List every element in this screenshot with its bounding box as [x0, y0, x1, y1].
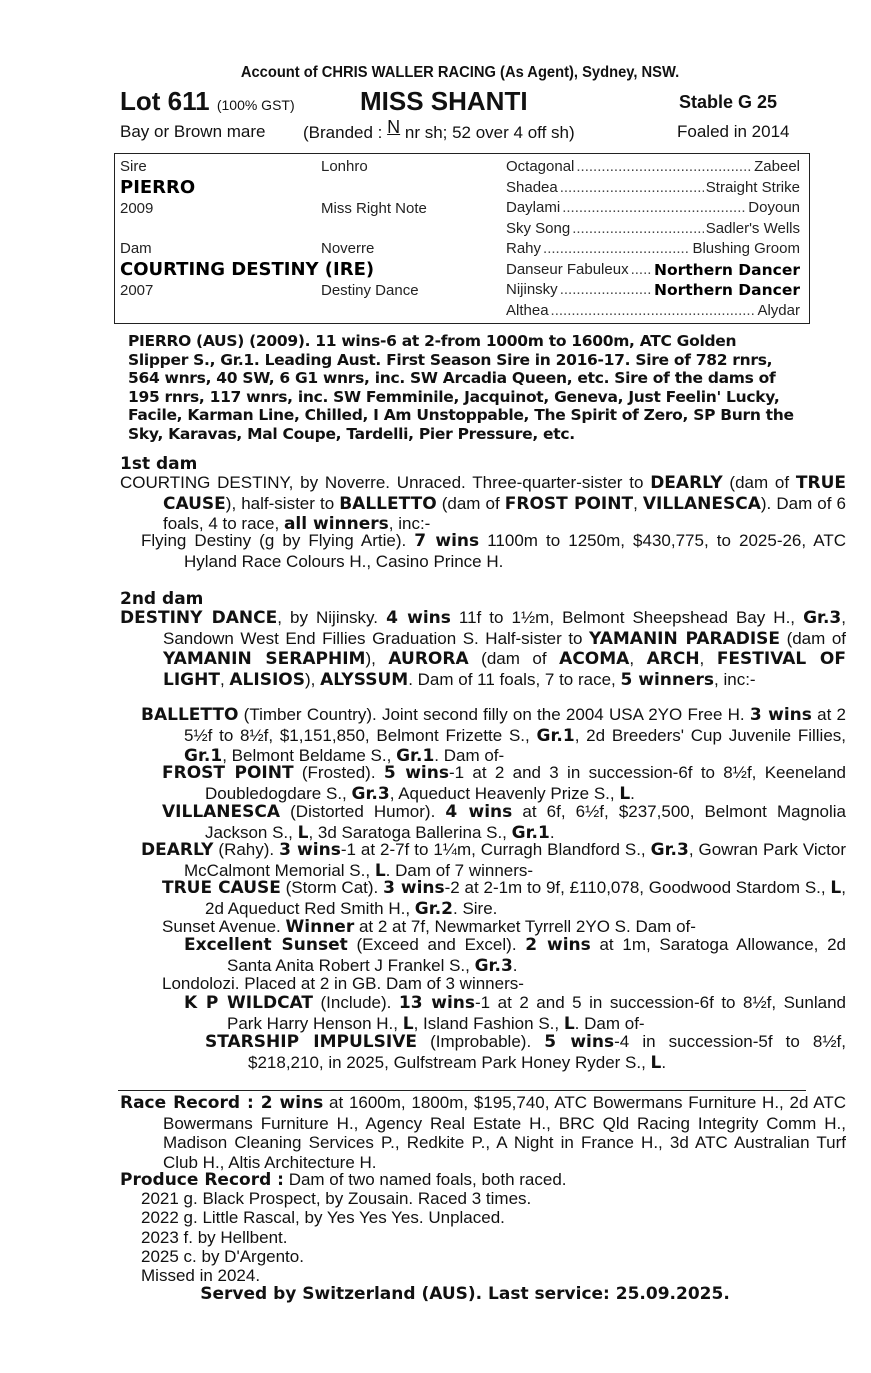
- bold-text: Gr.3: [474, 955, 513, 976]
- bold-text: AURORA: [388, 649, 469, 670]
- bold-text: 4 wins: [445, 802, 513, 822]
- grandparent-row: [506, 261, 800, 279]
- text: , 2d Breeders' Cup Juvenile Fillies,: [574, 725, 847, 745]
- grandparent-row: [506, 199, 800, 216]
- great-grandsire-name: Blushing Groom: [692, 240, 800, 257]
- produce-item: 2022 g. Little Rascal, by Yes Yes Yes. Unplaced.: [141, 1208, 505, 1228]
- account-line: Account of CHRIS WALLER RACING (As Agent), Sydney, NSW.: [240, 64, 680, 81]
- race-record: [120, 1093, 846, 1172]
- text: (Distorted Humor).: [280, 802, 446, 821]
- text: ,: [629, 649, 647, 669]
- first-dam-paragraph: [120, 473, 846, 535]
- dam-dam: Destiny Dance: [321, 282, 419, 299]
- second-dam-entry: [184, 935, 846, 976]
- text: at 2 at 7f, Newmarket Tyrrell 2YO S. Dam of-: [354, 917, 696, 936]
- bold-text: L: [619, 783, 631, 804]
- bold-text: YAMANIN PARADISE: [589, 628, 781, 649]
- bold-text: L: [650, 1052, 662, 1073]
- bold-text: VILLANESCA: [642, 493, 761, 514]
- text: , 3d Saratoga Ballerina S.,: [308, 822, 512, 842]
- second-dam-entry: [162, 878, 846, 919]
- text: (Storm Cat).: [280, 878, 384, 897]
- text: (dam of: [468, 649, 560, 669]
- bold-text: 3 wins: [749, 705, 812, 725]
- sire-dam: Miss Right Note: [321, 200, 427, 217]
- great-grandsire-name: Northern Dancer: [653, 281, 800, 299]
- bold-text: Gr.1: [536, 725, 575, 746]
- text: . Sire.: [453, 898, 498, 918]
- bold-text: Gr.1: [184, 746, 223, 767]
- text: ,: [699, 649, 717, 669]
- bold-text: L: [402, 1013, 414, 1034]
- sire-sire: Lonhro: [321, 158, 368, 175]
- brand-icon: N: [387, 117, 401, 137]
- bold-text: VILLANESCA: [162, 802, 281, 822]
- text: , Sandown West End Fillies Graduation S. Half-sister to: [163, 608, 846, 648]
- text: . Dam of-: [574, 1013, 645, 1033]
- bold-text: ALISIOS: [229, 669, 305, 690]
- text: , Belmont Beldame S.,: [222, 746, 397, 766]
- bold-text: Race Record : 2 wins: [120, 1093, 324, 1113]
- text: at 2 5½f to 8½f, $1,151,850, Belmont Frizette S.,: [184, 705, 846, 745]
- dam-name: COURTING DESTINY (IRE): [120, 259, 375, 280]
- bold-text: DEARLY: [141, 840, 214, 860]
- bold-text: Winner: [285, 917, 355, 937]
- bold-text: L: [830, 878, 842, 898]
- great-grandsire-name: Sadler's Wells: [705, 219, 800, 237]
- grandparent-row: [506, 240, 800, 257]
- bold-text: TRUE CAUSE: [162, 878, 281, 898]
- second-dam-entry: [141, 705, 846, 767]
- bold-text: 13 wins: [398, 993, 475, 1013]
- stable-label: Stable G 25: [679, 92, 778, 112]
- bold-text: L: [374, 860, 386, 881]
- sire-year: 2009: [120, 200, 154, 217]
- sire-summary: PIERRO (AUS) (2009). 11 wins-6 at 2-from 1000m to 1600m, ATC Golden Slipper S., Gr.1. Leading Aust. First Season Sire in 2016-17. Sire of 782 rnrs, 564 wnrs, 40 SW, 6 G1 wnrs, inc. SW Arcadia Queen, etc. Sire of the dams of 195 rnrs, 117 wnrs, inc. SW Femminile, Jacquinot, Geneva, Just Feelin' Lucky, Facile, Karman Line, Chilled, I Am Unstoppable, The Spirit of Zero, SP Burn the Sky, Karavas, Mal Coupe, Tardelli, Pier Pressure, etc.: [128, 332, 794, 443]
- text: , Island Fashion S.,: [413, 1013, 564, 1033]
- text: .: [661, 1052, 667, 1072]
- dot-leader: [572, 220, 703, 237]
- served-by: Served by Switzerland (AUS). Last service: 25.09.2025.: [200, 1284, 730, 1304]
- text: 1100m to 1250m, $430,775, to 2025-26, ATC Hyland Race Colours H., Casino Prince H.: [184, 531, 846, 571]
- bold-text: STARSHIP IMPULSIVE: [205, 1032, 417, 1052]
- grandparent-row: [506, 302, 800, 319]
- first-dam-foal: [141, 531, 846, 571]
- second-dam-entry: [120, 608, 846, 690]
- divider: [118, 1090, 806, 1091]
- text: -1 at 2-7f to 1¼m, Curragh Blandford S.,: [340, 840, 651, 859]
- text: . Dam of 7 winners-: [385, 860, 534, 880]
- text: , Gowran Park Victor McCalmont Memorial S.,: [184, 840, 846, 880]
- second-dam-entry: [162, 974, 846, 994]
- dam-label: Dam: [120, 240, 152, 257]
- grandsire-name: Rahy: [506, 240, 542, 257]
- bold-text: Gr.1: [511, 822, 550, 843]
- bold-text: all winners: [283, 514, 389, 535]
- bold-text: 7 wins: [414, 531, 480, 551]
- dot-leader: [543, 240, 690, 257]
- text: ,: [219, 669, 230, 689]
- brand-prefix: (Branded :: [303, 123, 383, 142]
- text: ),: [304, 669, 321, 689]
- bold-text: Gr.1: [396, 746, 435, 767]
- text: . Dam of-: [434, 746, 505, 766]
- text: ). Dam of 6 foals, 4 to race,: [163, 493, 846, 534]
- bold-text: DEARLY: [650, 473, 723, 493]
- dot-leader: [560, 281, 652, 299]
- bold-text: ARCH: [646, 649, 700, 670]
- text: , 2d Aqueduct Red Smith H.,: [205, 878, 846, 918]
- dot-leader: [631, 261, 652, 279]
- text: ),: [365, 649, 389, 669]
- grandparent-row: [506, 158, 800, 175]
- grandsire-name: Nijinsky: [506, 281, 558, 298]
- produce-item: 2021 g. Black Prospect, by Zousain. Raced 3 times.: [141, 1189, 532, 1208]
- bold-text: ACOMA: [559, 649, 630, 670]
- second-dam-entry: [162, 802, 846, 843]
- text: , inc:-: [388, 514, 431, 534]
- bold-text: BALLETTO: [339, 493, 437, 514]
- text: -4 in succession-5f to 8½f, $218,210, in 2025, Gulfstream Park Honey Ryder S.,: [248, 1032, 846, 1072]
- brand-info: [303, 117, 575, 143]
- bold-text: L: [297, 822, 309, 843]
- text: (Frosted).: [293, 763, 384, 782]
- bold-text: DESTINY DANCE: [120, 608, 278, 628]
- text: .: [512, 955, 518, 975]
- grandsire-name: Shadea: [506, 178, 558, 196]
- gst-label: (100% GST): [216, 97, 295, 113]
- bold-text: 5 wins: [544, 1032, 615, 1052]
- text: -1 at 2 and 3 in succession-6f to 8½f, Keeneland Doubledogdare S.,: [205, 763, 846, 803]
- lot-label: Lot 611: [120, 86, 210, 116]
- text: Sunset Avenue.: [162, 917, 286, 936]
- dot-leader: [576, 158, 752, 175]
- text: ), half-sister to: [225, 493, 340, 513]
- text: -1 at 2 and 5 in succession-6f to 8½f, Sunland Park Harry Henson H.,: [227, 993, 846, 1033]
- text: (Include).: [312, 993, 399, 1012]
- grandsire-name: Althea: [506, 301, 549, 319]
- bold-text: L: [563, 1013, 575, 1034]
- text: 11f to 1½m, Belmont Sheepshead Bay H.,: [450, 608, 804, 627]
- text: (Exceed and Excel).: [347, 935, 526, 954]
- great-grandsire-name: Alydar: [757, 301, 800, 319]
- grandparent-row: [506, 281, 800, 299]
- grandsire-name: Sky Song: [506, 219, 571, 237]
- bold-text: FROST POINT: [504, 493, 634, 514]
- produce-record-label: Produce Record :: [120, 1170, 284, 1190]
- grandparent-row: [506, 220, 800, 237]
- text: (Improbable).: [416, 1032, 545, 1051]
- bold-text: TRUE CAUSE: [163, 473, 846, 514]
- bold-text: ALYSSUM: [320, 669, 409, 690]
- bold-text: Gr.3: [351, 783, 390, 804]
- bold-text: 2 wins: [525, 935, 591, 955]
- text: , inc:-: [714, 669, 756, 689]
- text: .: [630, 783, 635, 803]
- bold-text: 5 winners: [620, 669, 715, 690]
- produce-record: [120, 1170, 803, 1191]
- sire-label: Sire: [120, 158, 147, 175]
- bold-text: Gr.2: [414, 898, 453, 919]
- lot-number: [120, 86, 295, 117]
- second-dam-entry: [184, 993, 846, 1034]
- text: at 1m, Saratoga Allowance, 2d Santa Anita Robert J Frankel S.,: [227, 935, 847, 975]
- second-dam-heading: 2nd dam: [120, 589, 204, 609]
- dot-leader: [562, 199, 746, 216]
- text: COURTING DESTINY, by Noverre. Unraced. Three-quarter-sister to: [120, 473, 651, 492]
- bold-text: Gr.3: [803, 608, 842, 628]
- text: (dam of: [780, 628, 846, 648]
- text: , by Nijinsky.: [277, 608, 387, 627]
- grandsire-name: Daylami: [506, 199, 561, 216]
- bold-text: BALLETTO: [141, 705, 239, 725]
- great-grandsire-name: Doyoun: [748, 199, 800, 216]
- sire-name: PIERRO: [120, 177, 196, 198]
- text: .: [549, 822, 555, 842]
- bold-text: 3 wins: [383, 878, 445, 898]
- text: (dam of: [436, 493, 505, 513]
- text: Flying Destiny (g by Flying Artie).: [141, 531, 415, 550]
- horse-description: Bay or Brown mare: [120, 122, 266, 141]
- grandparent-row: [506, 179, 800, 196]
- grandsire-name: Octagonal: [506, 158, 575, 175]
- dam-sire: Noverre: [321, 240, 375, 257]
- text: ,: [633, 493, 643, 513]
- bold-text: 5 wins: [383, 763, 449, 783]
- great-grandsire-name: Zabeel: [754, 158, 800, 175]
- text: Londolozi. Placed at 2 in GB. Dam of 3 winners-: [162, 974, 524, 993]
- dot-leader: [560, 179, 704, 196]
- second-dam-entry: [141, 840, 846, 881]
- text: (dam of: [722, 473, 796, 492]
- text: (Rahy).: [213, 840, 280, 859]
- second-dam-entry: [205, 1032, 846, 1073]
- great-grandsire-name: Northern Dancer: [653, 260, 800, 279]
- foaled-year: Foaled in 2014: [677, 122, 790, 141]
- bold-text: FROST POINT: [162, 763, 294, 783]
- bold-text: Gr.3: [650, 840, 689, 860]
- grandsire-name: Danseur Fabuleux: [506, 260, 629, 278]
- dot-leader: [551, 302, 756, 319]
- produce-item: Missed in 2024.: [141, 1266, 261, 1286]
- second-dam-entry: [162, 763, 846, 804]
- bold-text: Excellent Sunset: [184, 935, 348, 955]
- produce-record-text: Dam of two named foals, both raced.: [283, 1170, 567, 1189]
- produce-item: 2023 f. by Hellbent.: [141, 1227, 288, 1247]
- bold-text: YAMANIN SERAPHIM: [163, 649, 366, 670]
- text: . Dam of 11 foals, 7 to race,: [408, 669, 621, 689]
- horse-name: MISS SHANTI: [360, 86, 528, 116]
- great-grandsire-name: Straight Strike: [705, 178, 800, 196]
- text: -2 at 2-1m to 9f, £110,078, Goodwood Stardom S.,: [444, 878, 831, 897]
- text: at 1600m, 1800m, $195,740, ATC Bowermans Furniture H., 2d ATC Bowermans Furniture H., Agency Real Estate H., BRC Qld Racing Integrity Comm H., Madison Cleaning Services P., Redkite P., A Night in France H., 3d ATC Australian Turf Club H., Altis Architecture H.: [163, 1093, 846, 1172]
- first-dam-heading: 1st dam: [120, 454, 198, 474]
- text: , Aqueduct Heavenly Prize S.,: [389, 783, 620, 803]
- bold-text: 3 wins: [279, 840, 341, 860]
- brand-suffix: nr sh; 52 over 4 off sh): [404, 123, 575, 142]
- bold-text: K P WILDCAT: [184, 993, 313, 1013]
- bold-text: 4 wins: [386, 608, 451, 628]
- text: (Timber Country). Joint second filly on the 2004 USA 2YO Free H.: [238, 705, 750, 724]
- bold-text: FESTIVAL OF LIGHT: [163, 649, 846, 690]
- produce-item: 2025 c. by D'Argento.: [141, 1246, 304, 1266]
- text: at 6f, 6½f, $237,500, Belmont Magnolia Jackson S.,: [205, 802, 846, 842]
- dam-year: 2007: [120, 282, 154, 299]
